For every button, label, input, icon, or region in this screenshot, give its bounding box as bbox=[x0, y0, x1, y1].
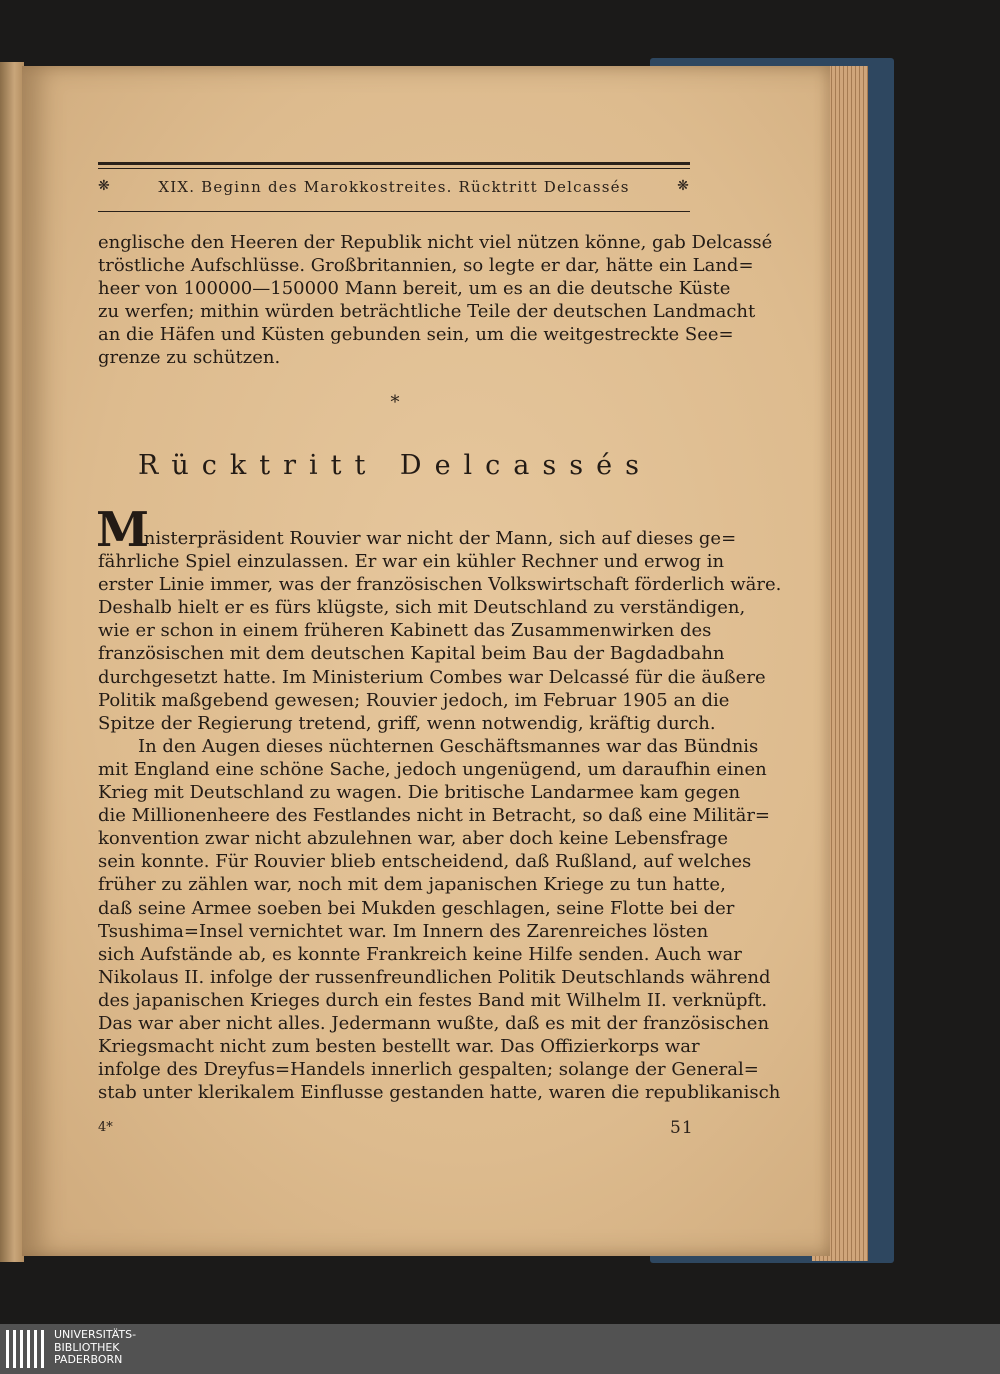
text-line: Spitze der Regierung tretend, griff, wenn notwendig, kräftig durch. bbox=[98, 712, 716, 734]
drop-cap-initial: M bbox=[96, 502, 150, 558]
header-rule-thin bbox=[98, 168, 690, 169]
text-line: konvention zwar nicht abzulehnen war, aber doch keine Lebensfrage bbox=[98, 828, 728, 850]
running-head bbox=[98, 176, 690, 202]
printer-signature: 4* bbox=[98, 1120, 113, 1135]
header-rule-bottom bbox=[98, 211, 690, 212]
page-number: 51 bbox=[670, 1118, 694, 1138]
ornament-right-icon: ❋ bbox=[677, 178, 690, 194]
text-line: In den Augen dieses nüchternen Geschäftsmannes war das Bündnis bbox=[138, 735, 759, 757]
text-line: inisterpräsident Rouvier war nicht der Mann, sich auf dieses ge= bbox=[138, 528, 737, 549]
text-line: erster Linie immer, was der französischen Volkswirtschaft förderlich wäre. bbox=[98, 574, 782, 596]
library-name-line: UNIVERSITÄTS- bbox=[54, 1328, 137, 1341]
text-line: englische den Heeren der Republik nicht viel nützen könne, gab Delcassé bbox=[98, 232, 773, 253]
text-line: daß seine Armee soeben bei Mukden geschlagen, seine Flotte bei der bbox=[98, 897, 735, 919]
text-line: tröstliche Aufschlüsse. Großbritannien, so legte er dar, hätte ein Land= bbox=[98, 255, 754, 277]
text-line: Nikolaus II. infolge der russenfreundlichen Politik Deutschlands während bbox=[98, 966, 771, 988]
text-line: grenze zu schützen. bbox=[98, 347, 281, 369]
header-rule-thick bbox=[98, 162, 690, 165]
text-line: Deshalb hielt er es fürs klügste, sich mit Deutschland zu verständigen, bbox=[98, 597, 746, 619]
text-line: infolge des Dreyfus=Handels innerlich gespalten; solange der General= bbox=[98, 1059, 759, 1081]
text-line: wie er schon in einem früheren Kabinett das Zusammenwirken des bbox=[98, 620, 712, 642]
section-heading: Rücktritt Delcassés bbox=[138, 450, 652, 481]
library-logo-icon bbox=[6, 1330, 46, 1368]
text-line: fährliche Spiel einzulassen. Er war ein kühler Rechner und erwog in bbox=[98, 551, 725, 573]
section-separator: * bbox=[390, 392, 400, 413]
paragraph-rouvier bbox=[98, 527, 782, 1104]
text-line: sein konnte. Für Rouvier blieb entscheidend, daß Rußland, auf welches bbox=[98, 851, 752, 873]
text-line: an die Häfen und Küsten gebunden sein, um die weitgestreckte See= bbox=[98, 324, 734, 346]
text-line: früher zu zählen war, noch mit dem japanischen Kriege zu tun hatte, bbox=[98, 874, 726, 896]
text-line: französischen mit dem deutschen Kapital beim Bau der Bagdadbahn bbox=[98, 643, 725, 665]
text-line: des japanischen Krieges durch ein festes Band mit Wilhelm II. verknüpft. bbox=[98, 989, 768, 1011]
library-name-line: BIBLIOTHEK bbox=[54, 1340, 120, 1354]
text-line: stab unter klerikalem Einflusse gestanden hatte, waren die republikanisch bbox=[98, 1082, 781, 1104]
paragraph-continuation bbox=[98, 231, 773, 370]
text-line: durchgesetzt hatte. Im Ministerium Combes war Delcassé für die äußere bbox=[98, 666, 766, 688]
text-line: Politik maßgebend gewesen; Rouvier jedoch, im Februar 1905 an die bbox=[98, 689, 730, 711]
text-line: die Millionenheere des Festlandes nicht in Betracht, so daß eine Militär= bbox=[98, 805, 771, 827]
library-name-line: PADERBORN bbox=[54, 1353, 123, 1366]
facing-page-edge bbox=[0, 62, 24, 1262]
text-line: sich Aufstände ab, es konnte Frankreich keine Hilfe senden. Auch war bbox=[98, 943, 742, 965]
text-line: heer von 100000—150000 Mann bereit, um es an die deutsche Küste bbox=[98, 278, 731, 300]
library-name bbox=[54, 1329, 136, 1367]
book-page bbox=[22, 66, 830, 1256]
running-head-title: XIX. Beginn des Marokkostreites. Rücktritt Delcassés bbox=[158, 178, 630, 196]
library-footer bbox=[0, 1324, 1000, 1374]
text-line: Kriegsmacht nicht zum besten bestellt war. Das Offizierkorps war bbox=[98, 1036, 700, 1058]
text-line: zu werfen; mithin würden beträchtliche Teile der deutschen Landmacht bbox=[98, 301, 756, 323]
text-line: Das war aber nicht alles. Jedermann wußte, daß es mit der französischen bbox=[98, 1012, 770, 1034]
text-line: Tsushima=Insel vernichtet war. Im Innern des Zarenreiches lösten bbox=[98, 920, 709, 942]
text-line: Krieg mit Deutschland zu wagen. Die britische Landarmee kam gegen bbox=[98, 782, 741, 804]
ornament-left-icon: ❋ bbox=[98, 178, 111, 194]
text-line: mit England eine schöne Sache, jedoch ungenügend, um daraufhin einen bbox=[98, 758, 767, 780]
